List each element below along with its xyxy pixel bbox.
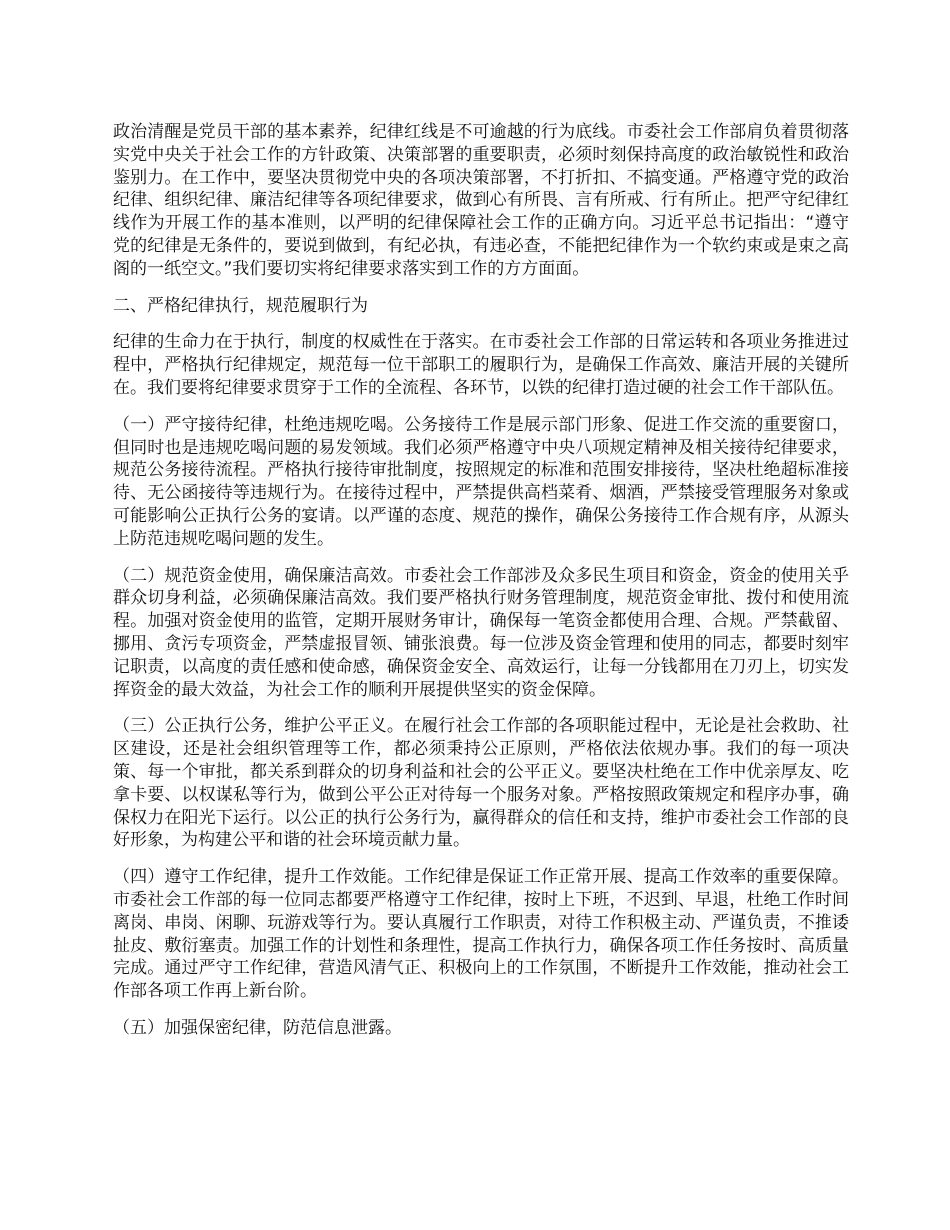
paragraph-reception-discipline: （一）严守接待纪律，杜绝违规吃喝。公务接待工作是展示部门形象、促进工作交流的重要窗口，但同时也是违规吃喝问题的易发领域。我们必须严格遵守中央八项规定精神及相关接待纪律要求，规范公务接待流程。严格执行接待审批制度，按照规定的标准和范围安排接待，坚决杜绝超标准接待、无公函接待等违规行为。在接待过程中，严禁提供高档菜肴、烟酒，严禁接受管理服务对象或可能影响公正执行公务的宴请。以严谨的态度、规范的操作，确保公务接待工作合规有序，从源头上防范违规吃喝问题的发生。 (113, 414, 849, 549)
paragraph-discipline-execution: 纪律的生命力在于执行，制度的权威性在于落实。在市委社会工作部的日常运转和各项业务推进过程中，严格执行纪律规定，规范每一位干部职工的履职行为，是确保工作高效、廉洁开展的关键所在。我们要将纪律要求贯穿于工作的全流程、各环节，以铁的纪律打造过硬的社会工作干部队伍。 (113, 332, 849, 398)
paragraph-fair-execution: （三）公正执行公务，维护公平正义。在履行社会工作部的各项职能过程中，无论是社会救助、社区建设，还是社会组织管理等工作，都必须秉持公正原则，严格依法依规办事。我们的每一项决策、每一个审批，都关系到群众的切身利益和社会的公平正义。要坚决杜绝在工作中优亲厚友、吃拿卡要、以权谋私等行为，做到公平公正对待每一个服务对象。严格按照政策规定和程序办事，确保权力在阳光下运行。以公正的执行公务行为，赢得群众的信任和支持，维护市委社会工作部的良好形象，为构建公平和谐的社会环境贡献力量。 (113, 716, 849, 851)
paragraph-work-discipline: （四）遵守工作纪律，提升工作效能。工作纪律是保证工作正常开展、提高工作效率的重要保障。市委社会工作部的每一位同志都要严格遵守工作纪律，按时上下班，不迟到、早退，杜绝工作时间离岗、串岗、闲聊、玩游戏等行为。要认真履行工作职责，对待工作积极主动、严谨负责，不推诿扯皮、敷衍塞责。加强工作的计划性和条理性，提高工作执行力，确保各项工作任务按时、高质量完成。通过严守工作纪律，营造风清气正、积极向上的工作氛围，不断提升工作效能，推动社会工作部各项工作再上新台阶。 (113, 867, 849, 1002)
section-heading-discipline-execution: 二、严格纪律执行，规范履职行为 (113, 295, 368, 316)
paragraph-confidentiality: （五）加强保密纪律，防范信息泄露。 (113, 1017, 402, 1038)
paragraph-political-clarity: 政治清醒是党员干部的基本素养，纪律红线是不可逾越的行为底线。市委社会工作部肩负着贯彻落实党中央关于社会工作的方针政策、决策部署的重要职责，必须时刻保持高度的政治敏锐性和政治鉴别力。在工作中，要坚决贯彻党中央的各项决策部署，不打折扣、不搞变通。严格遵守党的政治纪律、组织纪律、廉洁纪律等各项纪律要求，做到心有所畏、言有所戒、行有所止。把严守纪律红线作为开展工作的基本准则，以严明的纪律保障社会工作的正确方向。习近平总书记指出：“遵守党的纪律是无条件的，要说到做到，有纪必执，有违必查，不能把纪律作为一个软约束或是束之高阁的一纸空文。”我们要切实将纪律要求落实到工作的方方面面。 (113, 122, 849, 279)
paragraph-fund-usage: （二）规范资金使用，确保廉洁高效。市委社会工作部涉及众多民生项目和资金，资金的使用关乎群众切身利益，必须确保廉洁高效。我们要严格执行财务管理制度，规范资金审批、拨付和使用流程。加强对资金使用的监管，定期开展财务审计，确保每一笔资金都使用合理、合规。严禁截留、挪用、贪污专项资金，严禁虚报冒领、铺张浪费。每一位涉及资金管理和使用的同志，都要时刻牢记职责，以高度的责任感和使命感，确保资金安全、高效运行，让每一分钱都用在刀刃上，切实发挥资金的最大效益，为社会工作的顺利开展提供坚实的资金保障。 (113, 565, 849, 700)
document-page (113, 121, 849, 1054)
